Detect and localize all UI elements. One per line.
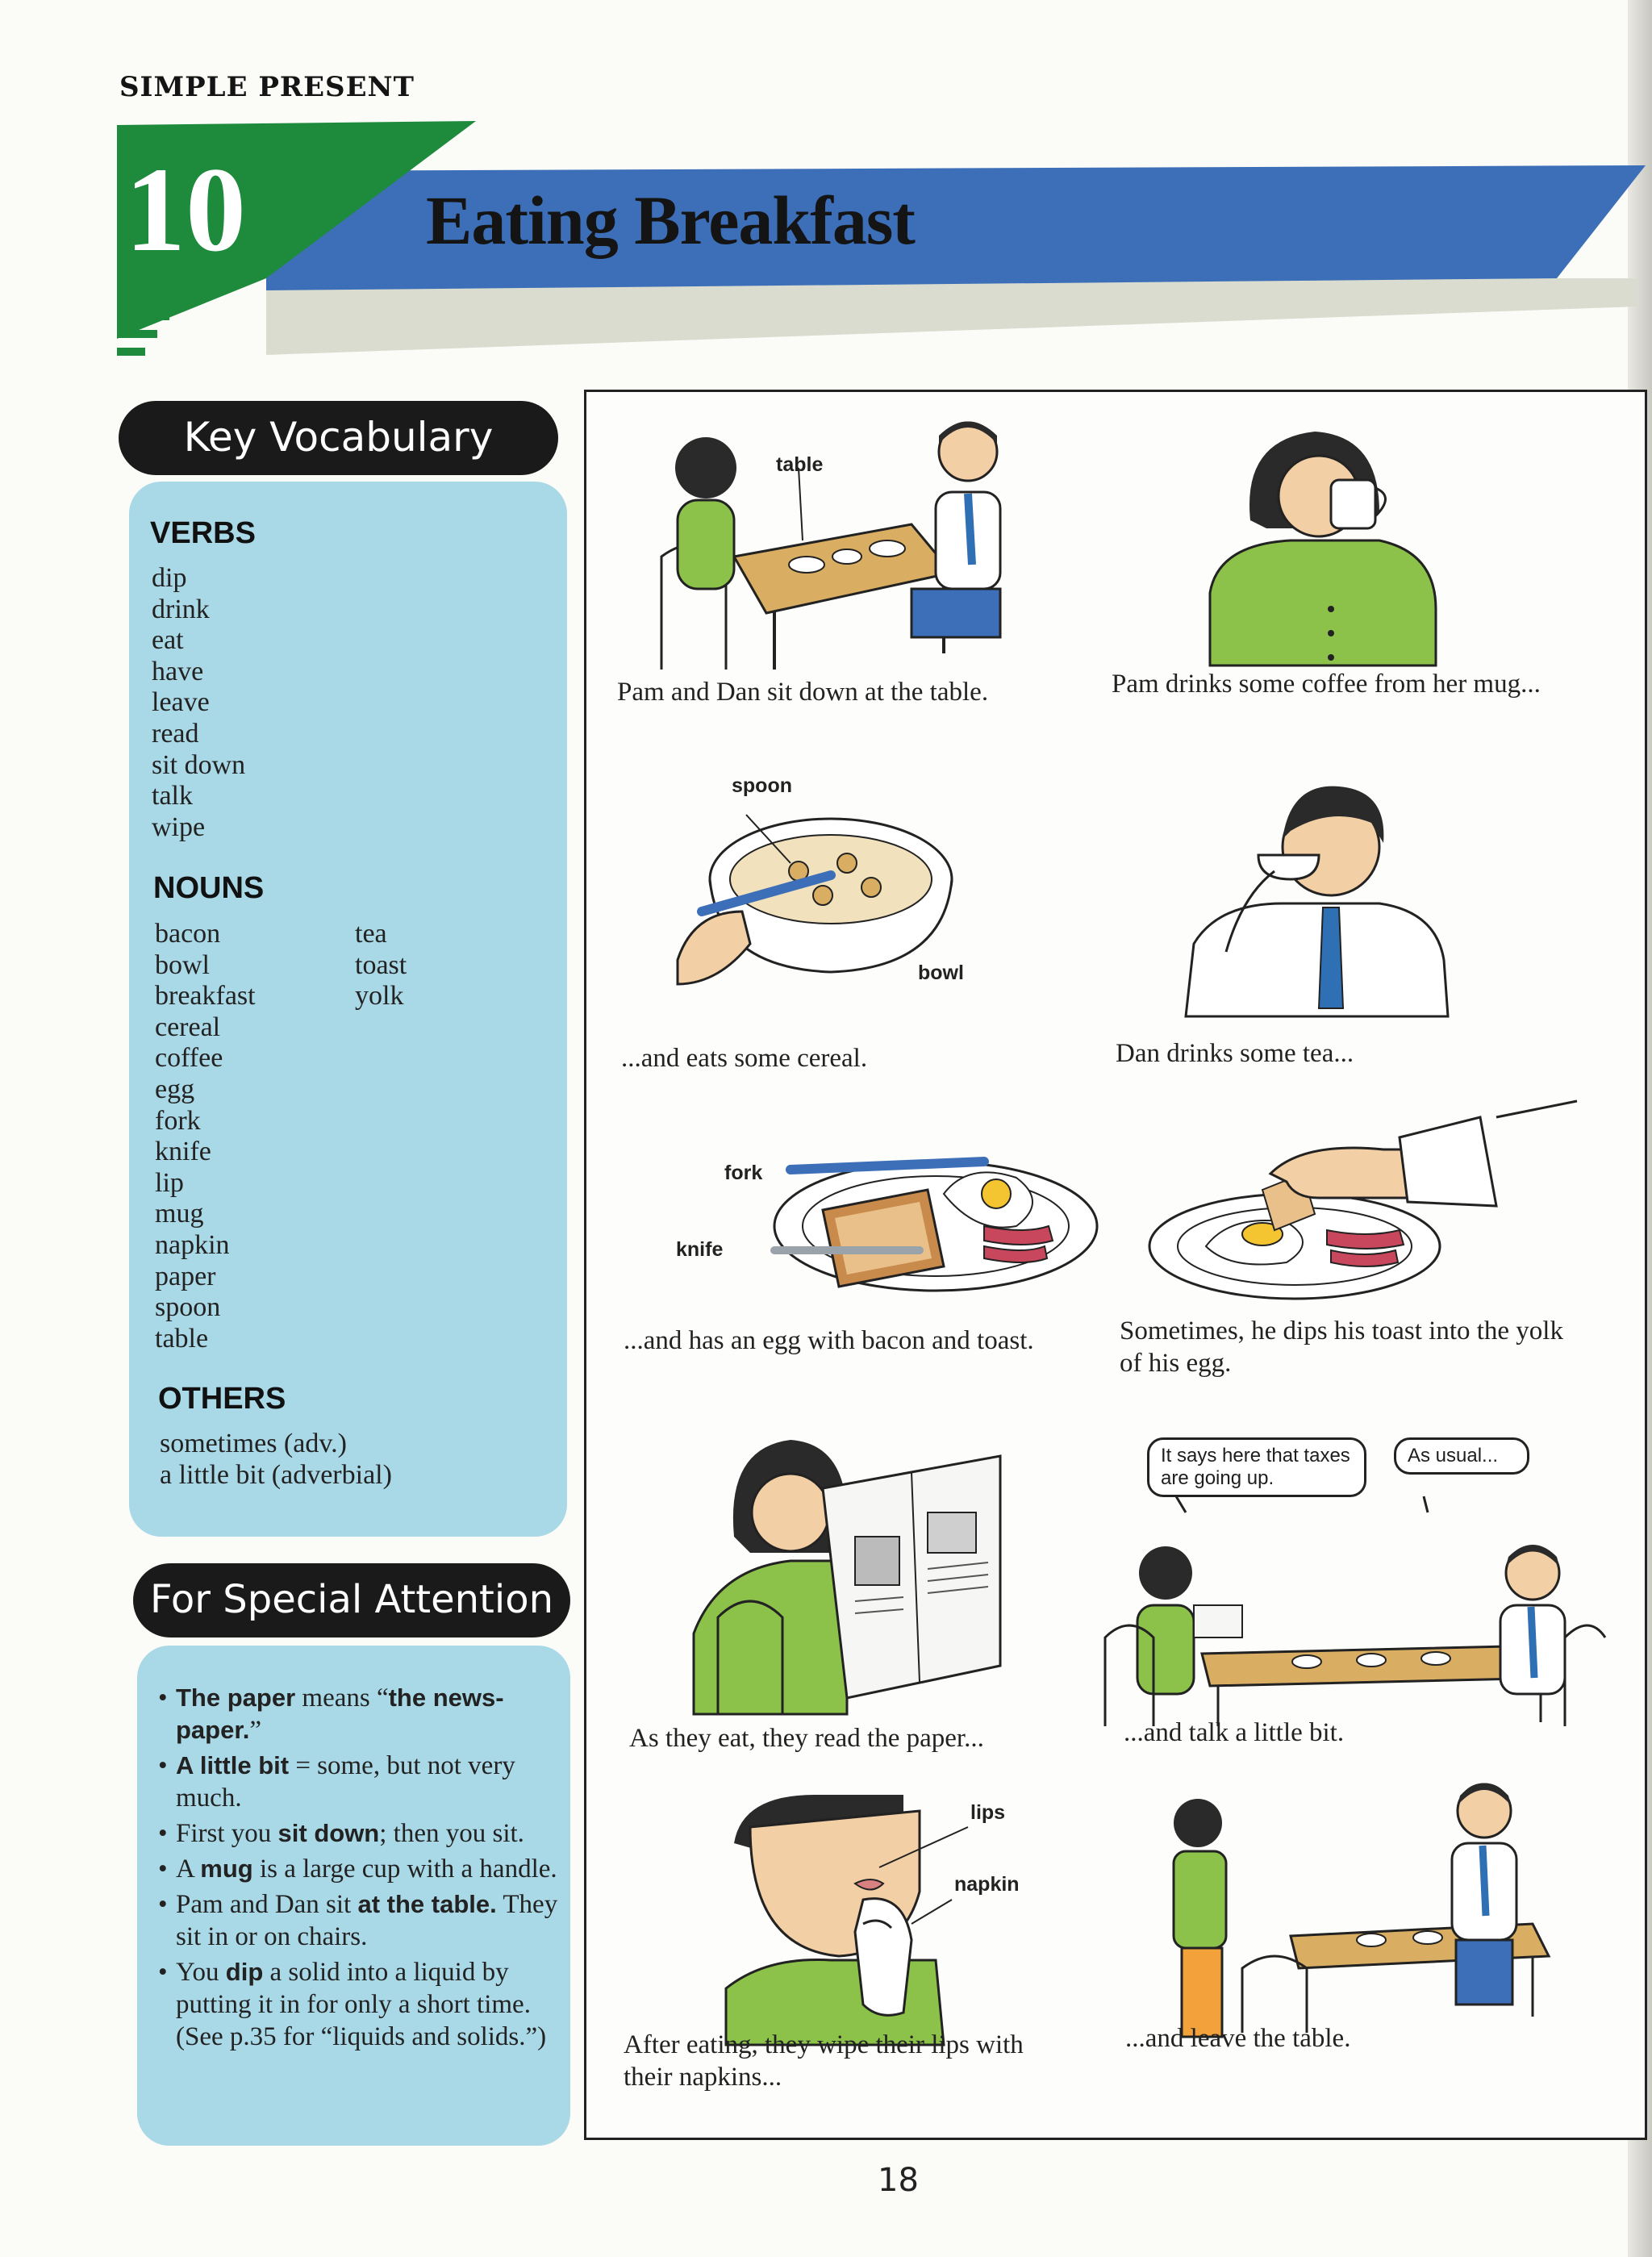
others-list (160, 1429, 392, 1491)
list-item: spoon (155, 1292, 221, 1323)
list-item: cereal (155, 1012, 221, 1042)
scene-leave-table-illustration (1145, 1775, 1597, 2041)
label-lips: lips (970, 1801, 1006, 1824)
caption-leave-table: ...and leave the table. (1125, 2024, 1351, 2053)
unit-number: 10 (125, 143, 246, 277)
list-item: knife (155, 1137, 211, 1167)
list-item: breakfast (155, 981, 256, 1012)
list-item: sit down (152, 749, 246, 780)
list-item: bowl (155, 949, 210, 980)
verbs-list (152, 563, 245, 843)
label-napkin: napkin (954, 1873, 1020, 1896)
label-spoon: spoon (732, 774, 792, 797)
list-item: yolk (355, 981, 404, 1012)
caption-sit-down: Pam and Dan sit down at the table. (617, 678, 989, 707)
caption-dan-tea: Dan drinks some tea... (1116, 1039, 1354, 1068)
label-knife: knife (676, 1238, 724, 1261)
scene-pam-coffee-illustration (1194, 407, 1468, 665)
list-item: fork (155, 1105, 201, 1136)
list-item: sometimes (adv.) (160, 1429, 347, 1458)
list-item: wipe (152, 811, 206, 842)
list-item: read (152, 718, 199, 749)
speech-bubble-dan: As usual... (1394, 1437, 1529, 1475)
list-item: tea (355, 919, 387, 949)
list-item: • You dip a solid into a liquid by putting it in for only a short time. (See p.35 for “liquids and solids.”) (158, 1956, 569, 2053)
unit-title: Eating Breakfast (426, 181, 915, 259)
caption-read-paper: As they eat, they read the paper... (629, 1724, 984, 1753)
section-label: SIMPLE PRESENT (119, 71, 415, 103)
page-number: 18 (878, 2162, 919, 2199)
list-item: • The paper means “the news-paper.” (158, 1682, 569, 1746)
list-item: have (152, 656, 204, 686)
speech-bubble-pam: It says here that taxes are going up. (1147, 1437, 1366, 1497)
list-item: lip (155, 1167, 184, 1198)
list-item: coffee (155, 1043, 223, 1074)
nouns-heading: NOUNS (153, 871, 265, 905)
scene-talk-illustration (1105, 1516, 1589, 1734)
list-item: leave (152, 687, 210, 718)
list-item: • A little bit = some, but not very much. (158, 1750, 569, 1814)
scene-sit-down-illustration (645, 403, 1032, 678)
list-item: egg (155, 1074, 195, 1104)
list-item: a little bit (adverbial) (160, 1459, 392, 1490)
list-item: drink (152, 594, 210, 624)
caption-egg-bacon: ...and has an egg with bacon and toast. (624, 1326, 1034, 1355)
list-item: paper (155, 1261, 216, 1291)
list-item: eat (152, 625, 184, 656)
scene-wipe-lips-illustration (718, 1795, 960, 2045)
list-item: talk (152, 781, 193, 811)
caption-pam-coffee: Pam drinks some coffee from her mug... (1112, 670, 1541, 699)
list-item: • A mug is a large cup with a handle. (158, 1853, 569, 1885)
label-table: table (776, 453, 824, 476)
caption-wipe-lips: After eating, they wipe their lips with their napkins... (624, 2030, 1024, 2092)
nouns-list-column-2 (355, 919, 407, 1012)
caption-dip-toast: Sometimes, he dips his toast into the yolk of his egg. (1120, 1316, 1563, 1378)
special-attention-heading: For Special Attention (133, 1563, 570, 1637)
special-attention-list (158, 1682, 569, 2056)
caption-talk: ...and talk a little bit. (1124, 1718, 1345, 1747)
scene-dip-toast-illustration (1141, 1101, 1593, 1311)
caption-cereal: ...and eats some cereal. (621, 1044, 868, 1073)
list-item: bacon (155, 919, 221, 949)
list-item: dip (152, 563, 187, 593)
list-item: • Pam and Dan sit at the table. They sit in or on chairs. (158, 1888, 569, 1953)
list-item: mug (155, 1199, 204, 1229)
label-fork: fork (724, 1162, 763, 1184)
key-vocabulary-heading: Key Vocabulary (119, 401, 558, 475)
scene-dan-tea-illustration (1170, 766, 1476, 1016)
nouns-list-column-1 (155, 919, 256, 1354)
others-heading: OTHERS (158, 1382, 286, 1416)
verbs-heading: VERBS (150, 516, 256, 550)
list-item: table (155, 1323, 209, 1354)
list-item: napkin (155, 1229, 230, 1260)
label-bowl: bowl (918, 962, 964, 984)
list-item: • First you sit down; then you sit. (158, 1817, 569, 1850)
scene-read-paper-illustration (686, 1424, 1008, 1714)
list-item: toast (355, 949, 407, 980)
